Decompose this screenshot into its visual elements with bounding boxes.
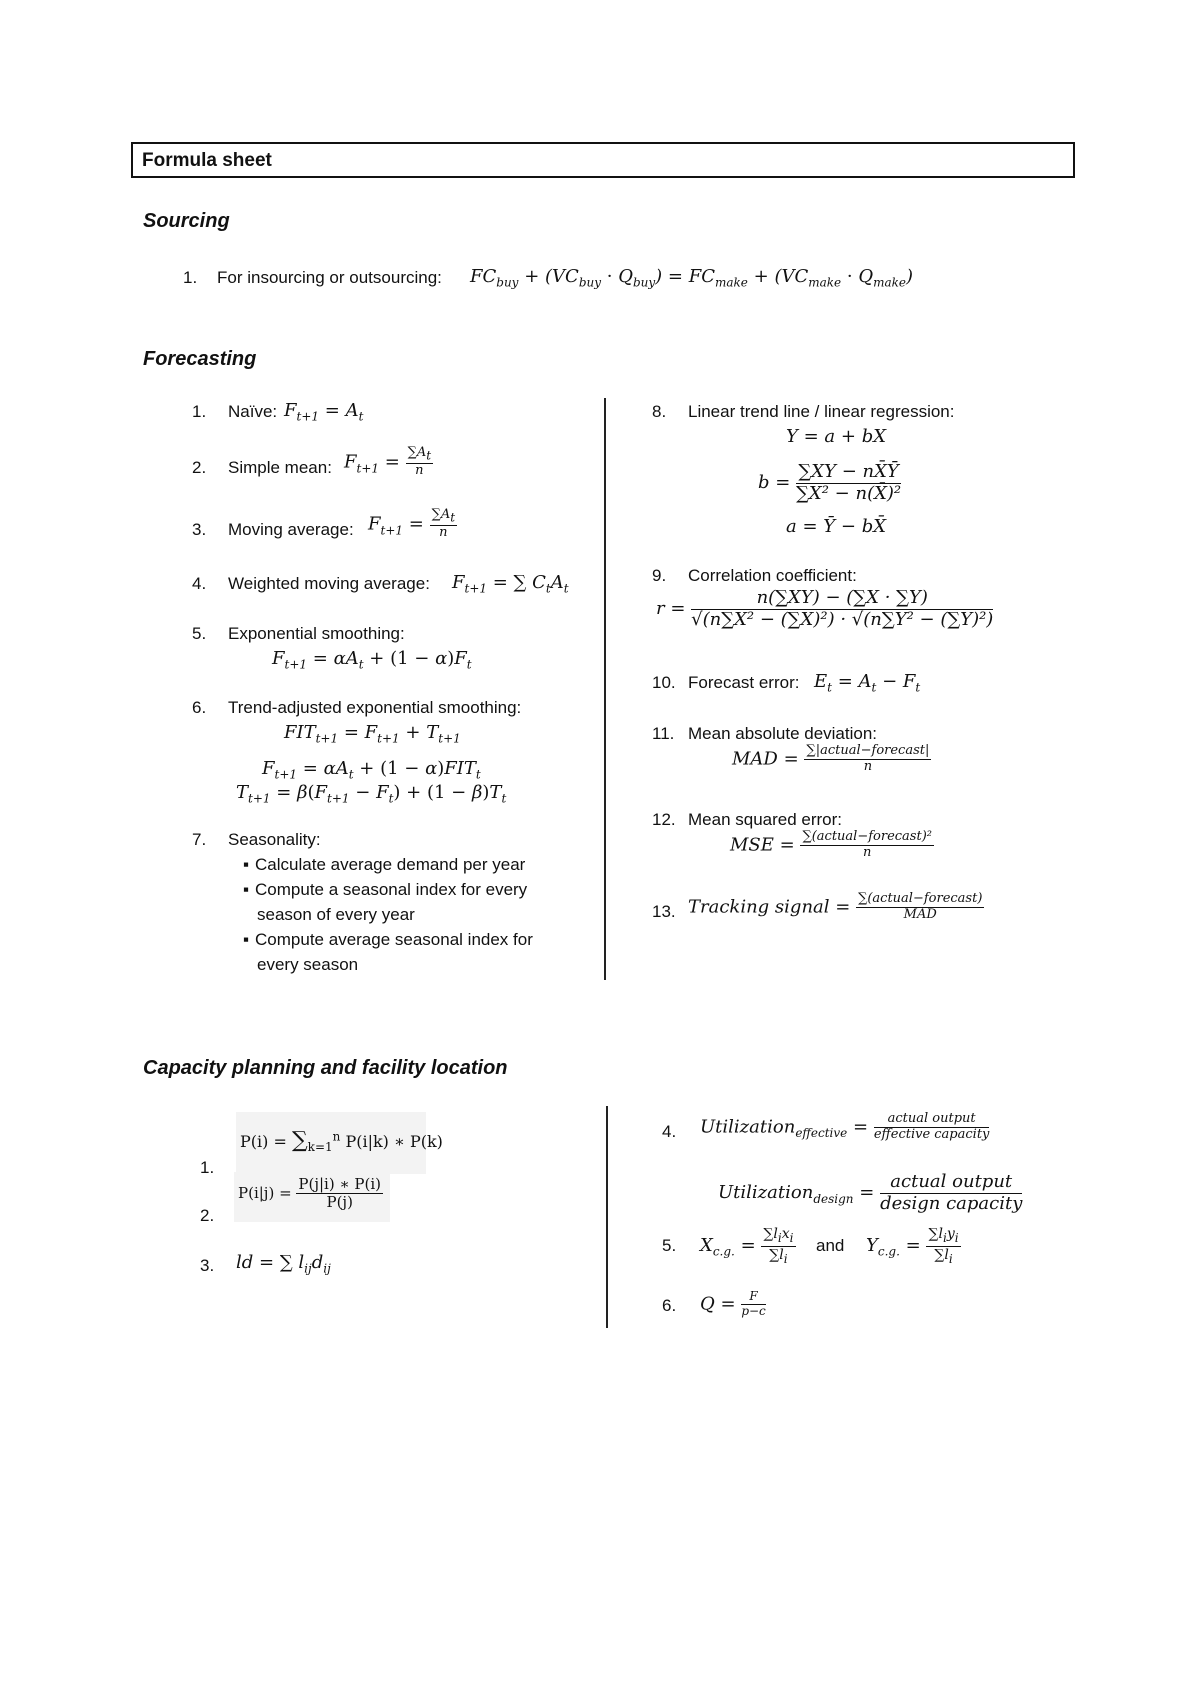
page-title: Formula sheet — [142, 150, 272, 171]
fc-label-mad: Mean absolute deviation: — [688, 724, 878, 743]
fc-number-5: 5. — [192, 624, 207, 643]
fc-label-linear-trend: Linear trend line / linear regression: — [688, 402, 955, 421]
seasonality-bullet-cont: every season — [257, 955, 359, 974]
fc-label-seasonality: Seasonality: — [228, 830, 321, 849]
fc-formula-mse: MSE = $\frac{\text{∑(actual−forecast)²}}{n}$ — [730, 829, 932, 860]
cap-number-5: 5. — [662, 1236, 677, 1255]
fc-formula-simple-mean: $F_{t+1}$ = $\frac{\sum A_t}{n}$ — [344, 445, 432, 479]
cap-and: and — [816, 1236, 845, 1255]
fc-formula-naive: $F_{t+1} = A_t$ — [284, 400, 364, 424]
cap-formula-xcg: $X_{c.g.}$ = $\frac{\sum l_ix_i}{\sum l_i}$ — [700, 1226, 794, 1266]
cap-number-4: 4. — [662, 1122, 677, 1141]
fc-label-mse: Mean squared error: — [688, 810, 843, 829]
fc-formula-b: b = $\frac{\sum XY - nX̄Ȳ}{\text{∑X² − n(X̄)²}}$ — [758, 461, 902, 504]
fc-formula-f: $F_{t+1} = \alpha A_t + (1 - \alpha)FIT_t$ — [262, 758, 481, 782]
fc-number-8: 8. — [652, 402, 667, 421]
fc-formula-error: $E_t = A_t - F_t$ — [814, 671, 921, 695]
cap-formula-utilization-design: Utilization$_{design}$ = $\frac{\text{actual output}}{\text{design capacity}}$ — [718, 1171, 1023, 1214]
fc-formula-r: r = $\frac{n(\sum XY) - (\sum X \cdot \sum Y)}{\text{√(n∑X² − (∑X)²) · √(n∑Y² − (∑Y)²)}}$ — [656, 587, 994, 630]
cap-formula-utilization-effective: Utilization$_{effective}$ = $\frac{\text{actual output}}{\text{effective capacity}}$ — [700, 1111, 990, 1142]
fc-label-naive: Naïve: — [228, 402, 278, 421]
cap-formula-total-probability: $P(i) = \sum_{k=1}^n$ P(i|k) ∗ P(k) — [240, 1128, 443, 1155]
fc-number-10: 10. — [652, 673, 676, 692]
fc-formula-y: Y = a + bX — [786, 426, 887, 447]
cap-formula-q: Q = $\frac{F}{p-c}$ — [700, 1289, 766, 1318]
fc-formula-fit: $FIT_{t+1} = F_{t+1} + T_{t+1}$ — [284, 722, 461, 746]
fc-label-weighted-ma: Weighted moving average: — [228, 574, 430, 593]
sourcing-number: 1. — [183, 268, 198, 287]
seasonality-bullet: ▪ Compute average seasonal index for — [243, 930, 533, 950]
fc-number-9: 9. — [652, 566, 667, 585]
sourcing-formula: $FC_{buy} + (VC_{buy} \cdot Q_{buy}) = FC_{make} + (VC_{make} \cdot Q_{make})$ — [470, 266, 914, 290]
fc-formula-a: a = Ȳ − bX̄ — [786, 516, 887, 537]
column-divider — [604, 398, 606, 980]
cap-formula-bayes: P(i|j) = $\frac{P(j|i) ∗ P(i)}{P(j)}$ — [238, 1175, 382, 1212]
fc-number-11: 11. — [652, 724, 675, 743]
fc-number-13: 13. — [652, 902, 676, 921]
fc-number-2: 2. — [192, 458, 207, 477]
section-forecasting: Forecasting — [143, 348, 257, 370]
fc-formula-mad: MAD = $\frac{\text{∑|actual−forecast|}}{n}$ — [732, 743, 930, 774]
seasonality-bullet: ▪ Calculate average demand per year — [243, 855, 525, 875]
fc-number-4: 4. — [192, 574, 207, 593]
fc-formula-tracking: Tracking signal = $\frac{\text{∑(actual−forecast)}}{\text{MAD}}$ — [688, 891, 983, 922]
cap-number-3: 3. — [200, 1256, 215, 1275]
fc-label-moving-average: Moving average: — [228, 520, 354, 539]
fc-number-12: 12. — [652, 810, 676, 829]
fc-number-3: 3. — [192, 520, 207, 539]
cap-formula-ycg: $Y_{c.g.}$ = $\frac{\sum l_iy_i}{\sum l_i}$ — [866, 1226, 959, 1266]
cap-formula-ld: ld = ∑ $l_{ij}d_{ij}$ — [236, 1252, 331, 1276]
fc-formula-moving-average: $F_{t+1}$ = $\frac{\sum A_t}{n}$ — [368, 507, 456, 541]
fc-formula-t: $T_{t+1} = \beta(F_{t+1} - F_t) + (1 - \beta)T_t$ — [236, 782, 507, 806]
fc-formula-exp-smoothing: $F_{t+1} = \alpha A_t + (1 - \alpha)F_t$ — [272, 648, 472, 672]
seasonality-bullet: ▪ Compute a seasonal index for every — [243, 880, 527, 900]
sourcing-label: For insourcing or outsourcing: — [217, 268, 442, 287]
cap-number-1: 1. — [200, 1158, 215, 1177]
fc-label-forecast-error: Forecast error: — [688, 673, 800, 692]
cap-number-2: 2. — [200, 1206, 215, 1225]
fc-label-exp-smoothing: Exponential smoothing: — [228, 624, 405, 643]
fc-number-6: 6. — [192, 698, 207, 717]
fc-number-7: 7. — [192, 830, 207, 849]
fc-label-trend-adjusted: Trend-adjusted exponential smoothing: — [228, 698, 522, 717]
fc-label-correlation: Correlation coefficient: — [688, 566, 857, 585]
seasonality-bullet-cont: season of every year — [257, 905, 415, 924]
fc-label-simple-mean: Simple mean: — [228, 458, 332, 477]
fc-number-1: 1. — [192, 402, 207, 421]
cap-number-6: 6. — [662, 1296, 677, 1315]
section-sourcing: Sourcing — [143, 210, 230, 232]
column-divider — [606, 1106, 608, 1328]
section-capacity: Capacity planning and facility location — [143, 1057, 508, 1079]
fc-formula-weighted-ma: $F_{t+1}$ = ∑ $C_tA_t$ — [452, 572, 569, 596]
title-box — [131, 142, 1075, 178]
